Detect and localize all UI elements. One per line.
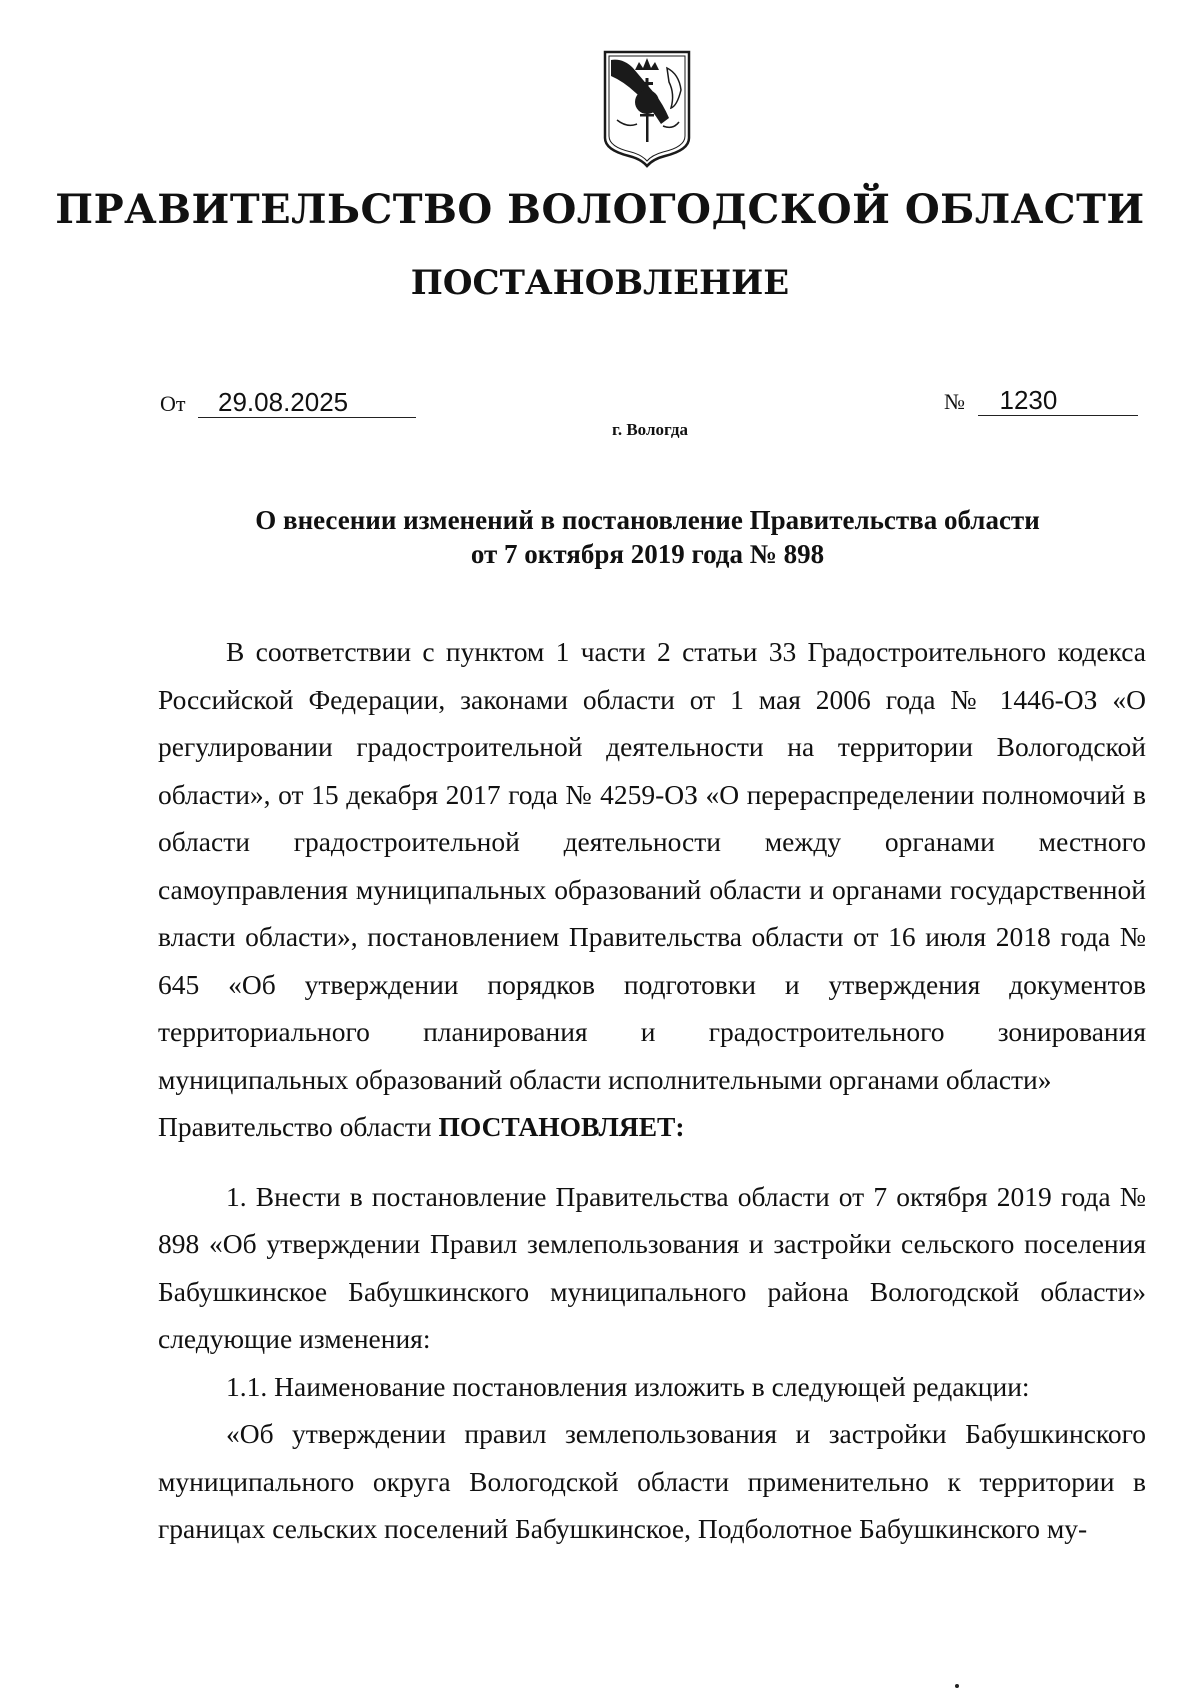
document-date-row (160, 386, 416, 421)
resolves-word: ПОСТАНОВЛЯЕТ: (438, 1111, 685, 1142)
document-type-title: ПОСТАНОВЛЕНИЕ (410, 263, 790, 303)
document-subject (0, 503, 1200, 571)
item-1-paragraph: 1. Внести в постановление Правительства области от 7 октября 2019 года № 898 «Об утверждении Правил землепользования и застройки сельского поселения Бабушкинское Бабушкинского муниципального района Вологодской области» следующие изменения: (158, 1180, 1146, 1354)
subject-line-2: от 7 октября 2019 года № 898 (470, 539, 825, 569)
resolves-line (158, 1103, 1146, 1151)
subject-line-1: О внесении изменений в постановление Правительства области (255, 505, 1040, 535)
issuing-city: г. Вологда (612, 420, 688, 439)
document-body (158, 628, 1146, 1553)
document-number: 1230 (978, 385, 1138, 416)
quoted-title-paragraph: «Об утверждении правил землепользования и застройки Бабушкинского муниципального округа Вологодской области применительно к территории в границах сельских поселений Бабушкинское, Подболотное Бабушкинского му- (158, 1418, 1146, 1544)
coat-of-arms-icon (603, 50, 691, 168)
document-number-row (944, 384, 1138, 419)
item-1-1-paragraph: 1.1. Наименование постановления изложить в следующей редакции: (226, 1370, 1030, 1402)
resolves-prefix: Правительство области (158, 1111, 439, 1142)
scan-dot (955, 1684, 959, 1688)
document-date: 29.08.2025 (198, 387, 416, 418)
preamble-paragraph: В соответствии с пунктом 1 части 2 статьи 33 Градостроительного кодекса Российской Федерации, законами области от 1 мая 2006 года № 1446-ОЗ «О регулировании градостроительной деятельности на территории Вологодской области», от 15 декабря 2017 года № 4259-ОЗ «О перераспределении полномочий в области градостроительной деятельности между органами местного самоуправления муниципальных образований области и органами государственной власти области», постановлением Правительства области от 16 июля 2018 года № 645 «Об утверждении порядков подготовки и утверждения документов территориального планирования и градостроительного зонирования муниципальных образований области исполнительными органами области» (158, 636, 1146, 1095)
number-prefix: № (944, 389, 965, 414)
government-title: ПРАВИТЕЛЬСТВО ВОЛОГОДСКОЙ ОБЛАСТИ (55, 186, 1145, 233)
date-prefix: От (160, 391, 186, 416)
